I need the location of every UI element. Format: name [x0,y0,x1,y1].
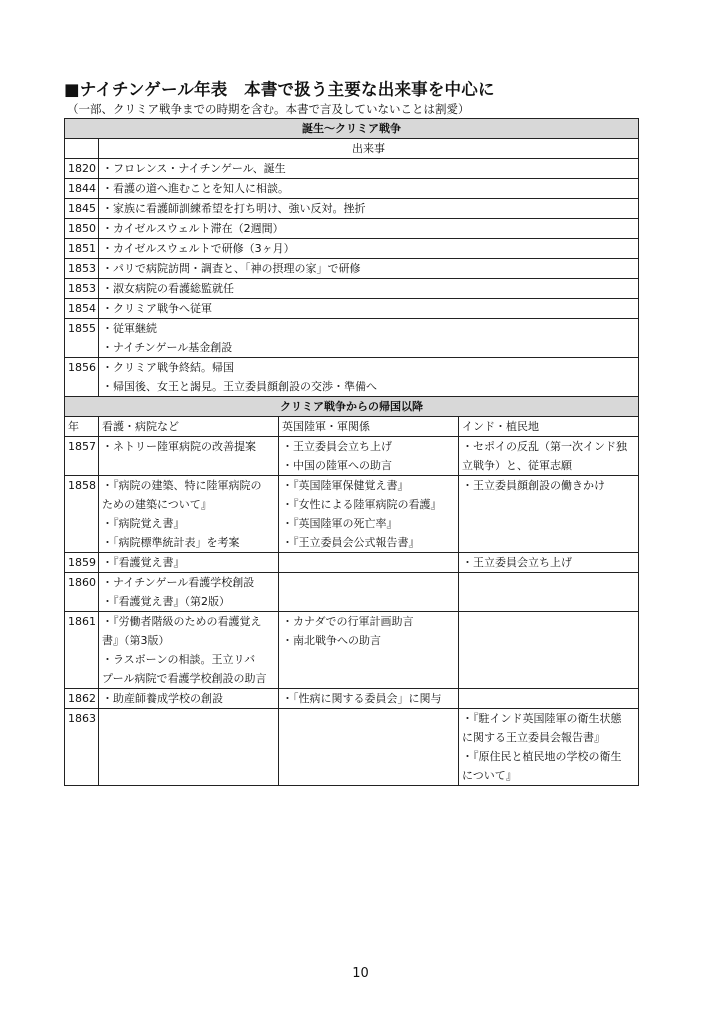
cell-line: ・『看護覚え書』 [102,556,185,569]
cell-line: ・『病院覚え書』 [102,517,185,530]
year-cell: 1844 [65,179,99,199]
cell-line: ・ラスボーンの相談。王立リバ [102,653,256,666]
year-cell: 1855 [65,319,99,358]
cell-line: ・クリミア戦争へ従軍 [102,302,212,315]
table-row [65,319,639,358]
year-cell: 1862 [65,689,99,709]
india-cell [459,437,639,476]
cell-line: ・淑女病院の看護総監就任 [102,282,234,295]
event-cell [99,199,639,219]
section-heading-2: クリミア戦争からの帰国以降 [65,397,639,417]
event-cell [99,159,639,179]
nursing-cell [99,437,279,476]
army-cell [279,709,459,786]
nursing-cell [99,553,279,573]
india-cell [459,553,639,573]
cell-line: ・「病院標準統計表」を考案 [102,536,240,549]
year-cell: 1858 [65,476,99,553]
cell-line: ための建築について』 [102,498,212,511]
nursing-cell [99,689,279,709]
cell-line: ・ネトリー陸軍病院の改善提案 [102,440,256,453]
cell-line: ・看護の道へ進むことを知人に相談。 [102,182,289,195]
year-cell: 1850 [65,219,99,239]
nursing-cell [99,573,279,612]
cell-line: ・『駐インド英国陸軍の衛生状態 [462,712,622,725]
cell-line: 書』（第3版） [102,634,170,647]
cell-line: ・カイゼルスウェルト滞在（2週間） [102,222,284,235]
india-cell [459,476,639,553]
section-header-row [65,119,639,139]
chronology-table-body [65,119,639,786]
table-row [65,259,639,279]
nursing-column-header: 看護・病院など [99,417,279,437]
army-cell [279,553,459,573]
year-cell: 1859 [65,553,99,573]
column-header-row [65,139,639,159]
event-cell [99,299,639,319]
table-row [65,299,639,319]
section-header-row [65,397,639,417]
cell-line: プール病院で看護学校創設の助言 [102,672,267,685]
army-cell [279,437,459,476]
year-cell: 1854 [65,299,99,319]
document-title: ■ナイチンゲール年表 本書で扱う主要な出来事を中心に [64,80,495,99]
year-cell: 1845 [65,199,99,219]
cell-line: 立戦争）と、従軍志願 [462,459,572,472]
cell-line: ・セポイの反乱（第一次インド独 [462,440,627,453]
table-row [65,239,639,259]
table-row [65,476,639,553]
year-cell: 1856 [65,358,99,397]
cell-line: ・カナダでの行軍計画助言 [282,615,414,628]
document-subtitle: （一部、クリミア戦争までの時期を含む。本書で言及していないことは割愛） [67,102,470,116]
section-heading-1: 誕生〜クリミア戦争 [65,119,639,139]
event-cell [99,279,639,299]
table-row [65,179,639,199]
cell-line: ・王立委員顔創設の働きかけ [462,479,605,492]
cell-line: ・王立委員会立ち上げ [282,440,392,453]
cell-line: ・中国の陸軍への助言 [282,459,392,472]
cell-line: ・「性病に関する委員会」に関与 [282,692,442,705]
india-cell [459,612,639,689]
cell-line: ・『病院の建築、特に陸軍病院の [102,479,262,492]
event-cell [99,259,639,279]
year-header-empty [65,139,99,159]
india-cell [459,709,639,786]
table-row [65,159,639,179]
cell-line: ・フロレンス・ナイチンゲール、誕生 [102,162,286,175]
year-cell: 1860 [65,573,99,612]
cell-line: ・ナイチンゲール基金創設 [102,341,233,354]
table-row [65,553,639,573]
army-cell [279,476,459,553]
cell-line: ・パリで病院訪問・調査と、「神の摂理の家」で研修 [102,262,361,275]
table-row [65,437,639,476]
cell-line: に関する王立委員会報告書』 [462,731,605,744]
india-column-header: インド・植民地 [459,417,639,437]
army-cell [279,689,459,709]
events-column-header: 出来事 [99,139,639,159]
cell-line: ・ナイチンゲール看護学校創設 [102,576,255,589]
year-cell: 1857 [65,437,99,476]
event-cell [99,358,639,397]
cell-line: ・従軍継続 [102,322,157,335]
table-row [65,199,639,219]
event-cell [99,319,639,358]
nursing-cell [99,612,279,689]
year-cell: 1851 [65,239,99,259]
cell-line: ・帰国後、女王と謁見。王立委員顔創設の交渉・準備へ [102,380,377,393]
cell-line: ・『労働者階級のための看護覚え [102,615,262,628]
cell-line: について』 [462,769,517,782]
column-header-row [65,417,639,437]
cell-line: ・王立委員会立ち上げ [462,556,572,569]
event-cell [99,219,639,239]
year-cell: 1853 [65,279,99,299]
table-row [65,689,639,709]
year-cell: 1863 [65,709,99,786]
cell-line: ・『原住民と植民地の学校の衛生 [462,750,622,763]
army-cell [279,612,459,689]
table-row [65,573,639,612]
cell-line: ・『看護覚え書』（第2版） [102,595,230,608]
table-row [65,612,639,689]
cell-line: ・助産師養成学校の創設 [102,692,223,705]
india-cell [459,573,639,612]
cell-line: ・『英国陸軍保健覚え書』 [282,479,409,492]
cell-line: ・『王立委員会公式報告書』 [282,536,420,549]
page-number: 10 [352,966,369,981]
army-cell [279,573,459,612]
year-cell: 1820 [65,159,99,179]
year-cell: 1861 [65,612,99,689]
year-column-header: 年 [65,417,99,437]
cell-line: ・カイゼルスウェルトで研修（3ヶ月） [102,242,295,255]
event-cell [99,239,639,259]
chronology-table [64,118,639,786]
event-cell [99,179,639,199]
cell-line: ・南北戦争への助言 [282,634,381,647]
year-cell: 1853 [65,259,99,279]
nursing-cell [99,476,279,553]
cell-line: ・『英国陸軍の死亡率』 [282,517,398,530]
table-row [65,709,639,786]
table-row [65,219,639,239]
cell-line: ・『女性による陸軍病院の看護』 [282,498,442,511]
table-row [65,358,639,397]
table-row [65,279,639,299]
nursing-cell [99,709,279,786]
army-column-header: 英国陸軍・軍関係 [279,417,459,437]
cell-line: ・クリミア戦争終結。帰国 [102,361,234,374]
cell-line: ・家族に看護師訓練希望を打ち明け、強い反対。挫折 [102,202,366,215]
india-cell [459,689,639,709]
